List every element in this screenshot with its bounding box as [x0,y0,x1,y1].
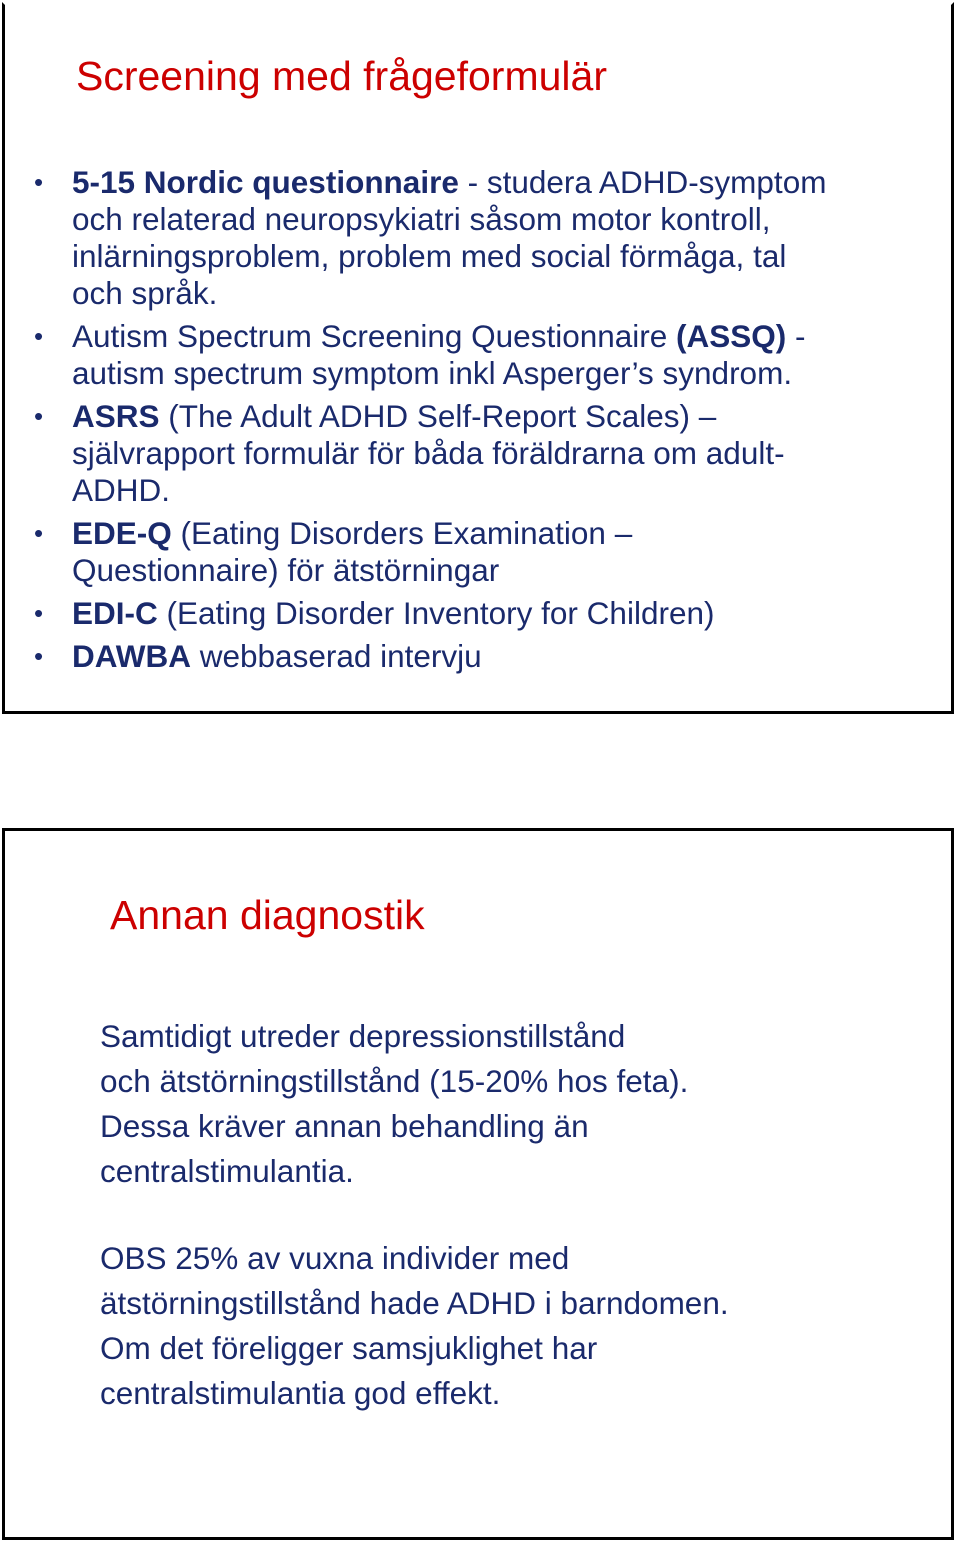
questionnaire-name: EDI-C [72,595,158,631]
bullet-icon: • [34,321,44,351]
paragraph-obs [100,1236,920,1416]
questionnaire-name: 5-15 Nordic questionnaire [72,164,459,200]
questionnaire-name: EDE-Q [72,515,172,551]
item-text: (Eating Disorders Examination – [171,515,633,551]
paragraph-line: ätstörningstillstånd hade ADHD i barndomen. [100,1285,729,1321]
list-item [30,398,955,509]
slide-title-screening: Screening med frågeformulär [76,53,607,99]
item-text: webbaserad intervju [191,638,482,674]
bullet-icon: • [34,401,44,431]
item-text: - studera ADHD-symptom [458,164,827,200]
paragraph-line: centralstimulantia. [100,1153,354,1189]
item-text: Questionnaire) för ätstörningar [72,552,500,588]
questionnaire-list [30,164,955,681]
paragraph-line: Samtidigt utreder depressionstillstånd [100,1018,626,1054]
list-item [30,164,955,312]
item-text: inlärningsproblem, problem med social förmåga, tal [72,238,787,274]
item-text: autism spectrum symptom inkl Asperger’s syndrom. [72,355,793,391]
questionnaire-name: ASRS [72,398,160,434]
item-text: (The Adult ADHD Self-Report Scales) – [159,398,717,434]
list-item [30,638,955,675]
bullet-icon: • [34,518,44,548]
slide-title-annan-diagnostik: Annan diagnostik [110,892,425,938]
item-text: självrapport formulär för båda föräldrarna om adult- [72,435,785,471]
item-text: (Eating Disorder Inventory for Children) [157,595,715,631]
list-item [30,515,955,589]
paragraph-line: OBS 25% av vuxna individer med [100,1240,570,1276]
item-text: Autism Spectrum Screening Questionnaire [72,318,677,354]
item-text: och språk. [72,275,218,311]
bullet-icon: • [34,598,44,628]
bullet-icon: • [34,167,44,197]
questionnaire-name: (ASSQ) [676,318,787,354]
questionnaire-name: DAWBA [72,638,191,674]
paragraph-line: Dessa kräver annan behandling än [100,1108,589,1144]
item-text: och relaterad neuropsykiatri såsom motor kontroll, [72,201,771,237]
bullet-icon: • [34,641,44,671]
paragraph-line: Om det föreligger samsjuklighet har [100,1330,598,1366]
list-item [30,595,955,632]
paragraph-line: centralstimulantia god effekt. [100,1375,501,1411]
item-text: ADHD. [72,472,171,508]
paragraph-line: och ätstörningstillstånd (15-20% hos feta). [100,1063,689,1099]
paragraph-depression [100,1014,920,1194]
list-item [30,318,955,392]
item-text: - [786,318,806,354]
